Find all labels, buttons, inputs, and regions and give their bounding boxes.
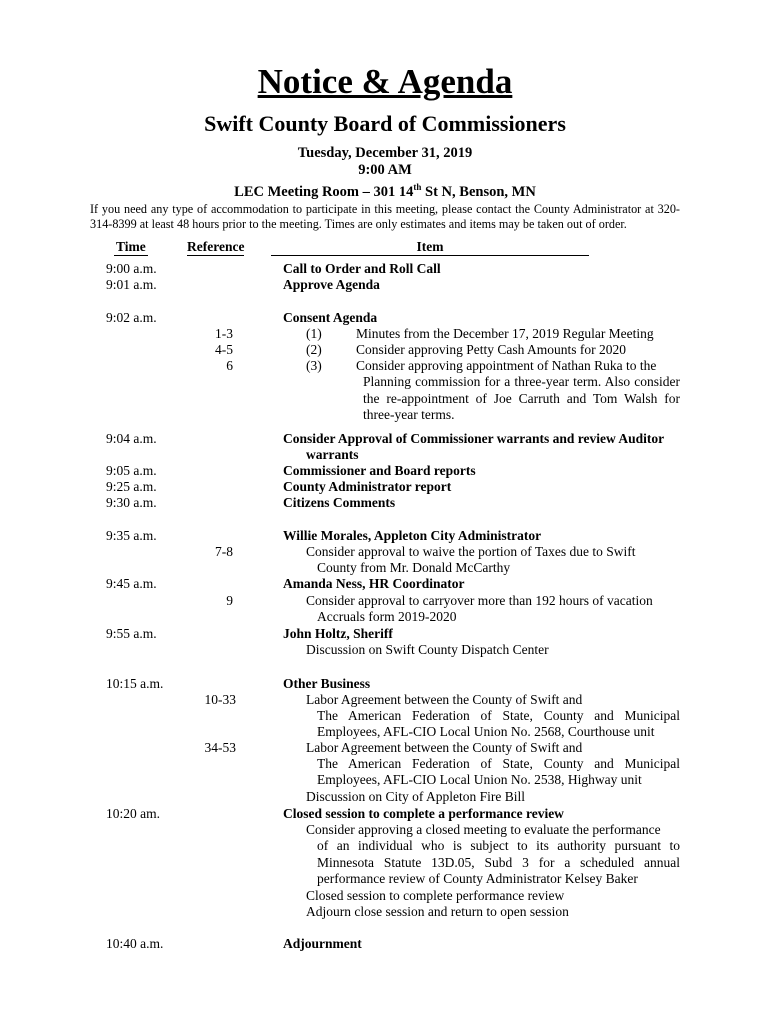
agenda-item-title: Willie Morales, Appleton City Administrator [283, 528, 542, 543]
reference-pages: 10-33 [204, 692, 236, 707]
consent-item-text: Consider approving Petty Cash Amounts for 2020 [356, 342, 626, 357]
reference-pages: 6 [226, 358, 233, 373]
agenda-item-title: Citizens Comments [283, 495, 396, 510]
consent-item-text-continued: Planning commission for a three-year term. Also consider the re-appointment of Joe Carruth and Tom Walsh for three-year terms. [363, 374, 680, 423]
agenda-time: 9:05 a.m. [106, 463, 157, 478]
consent-item-text: Consider approving appointment of Nathan Ruka to the [356, 358, 657, 373]
agenda-time: 9:01 a.m. [106, 277, 157, 292]
agenda-item-title: Amanda Ness, HR Coordinator [283, 576, 465, 591]
agenda-item-title: Consent Agenda [283, 310, 378, 325]
agenda-item-detail: Consider approving a closed meeting to evaluate the performance [306, 822, 661, 837]
accommodation-notice: If you need any type of accommodation to participate in this meeting, please contact the County Administrator at 320-314-8399 at least 48 hours prior to the meeting. Times are only estimates and items may be taken out of order. [90, 202, 680, 231]
agenda-item-detail: Consider approval to carryover more than 192 hours of vacation [306, 593, 653, 608]
agenda-time: 9:45 a.m. [106, 576, 157, 591]
agenda-time: 9:02 a.m. [106, 310, 157, 325]
reference-pages: 4-5 [215, 342, 233, 357]
agenda-time: 10:20 am. [106, 806, 160, 821]
agenda-item-detail: Discussion on Swift County Dispatch Center [306, 642, 549, 657]
consent-item-number: (3) [306, 358, 322, 373]
agenda-item-detail: Accruals form 2019-2020 [317, 609, 457, 624]
agenda-item-detail: Employees, AFL-CIO Local Union No. 2538, Highway unit [317, 772, 642, 787]
agenda-time: 9:35 a.m. [106, 528, 157, 543]
board-name: Swift County Board of Commissioners [204, 111, 566, 136]
agenda-time: 9:25 a.m. [106, 479, 157, 494]
column-header-time: Time [116, 239, 146, 254]
meeting-location: LEC Meeting Room – 301 14th St N, Benson, MN [234, 182, 536, 200]
agenda-item-detail: of an individual who is subject to its authority pursuant to Minnesota Statute 13D.05, Subd 3 for a scheduled annual performance review of County Administrator Kelsey Baker [317, 838, 680, 887]
agenda-item-title: Commissioner and Board reports [283, 463, 476, 478]
agenda-item-detail: Labor Agreement between the County of Swift and [306, 692, 583, 707]
agenda-item-detail: The American Federation of State, County and Municipal [317, 756, 680, 771]
agenda-item-detail: The American Federation of State, County and Municipal [317, 708, 680, 723]
agenda-item-detail: Consider approval to waive the portion of Taxes due to Swift [306, 544, 636, 559]
agenda-item-detail: Employees, AFL-CIO Local Union No. 2568, Courthouse unit [317, 724, 655, 739]
agenda-time: 9:55 a.m. [106, 626, 157, 641]
meeting-time: 9:00 AM [358, 162, 412, 178]
column-header-reference: Reference [187, 239, 245, 254]
agenda-item-detail: Discussion on City of Appleton Fire Bill [306, 789, 526, 804]
meeting-date: Tuesday, December 31, 2019 [297, 145, 473, 161]
agenda-item-title: Call to Order and Roll Call [283, 261, 441, 276]
agenda-item-title: Consider Approval of Commissioner warrants and review Auditor [283, 431, 665, 446]
consent-item-number: (1) [306, 326, 322, 341]
agenda-time: 9:00 a.m. [106, 261, 157, 276]
agenda-item-detail: Closed session to complete performance review [306, 888, 565, 903]
agenda-time: 10:40 a.m. [106, 936, 164, 951]
consent-item-number: (2) [306, 342, 322, 357]
agenda-item-title: John Holtz, Sheriff [283, 626, 393, 641]
agenda-time: 9:30 a.m. [106, 495, 157, 510]
reference-pages: 7-8 [215, 544, 233, 559]
reference-pages: 34-53 [204, 740, 236, 755]
agenda-item-title: Closed session to complete a performance review [283, 806, 564, 821]
reference-pages: 1-3 [215, 326, 233, 341]
column-header-item: Item [271, 238, 589, 256]
agenda-time: 9:04 a.m. [106, 431, 157, 446]
agenda-item-title: County Administrator report [283, 479, 452, 494]
agenda-item-title-continued: warrants [306, 447, 359, 462]
agenda-time: 10:15 a.m. [106, 676, 164, 691]
agenda-item-title: Approve Agenda [283, 277, 380, 292]
agenda-item-detail: Adjourn close session and return to open session [306, 904, 569, 919]
agenda-item-detail: Labor Agreement between the County of Swift and [306, 740, 583, 755]
agenda-item-detail: County from Mr. Donald McCarthy [317, 560, 511, 575]
consent-item-text: Minutes from the December 17, 2019 Regular Meeting [356, 326, 654, 341]
reference-pages: 9 [226, 593, 233, 608]
page-title: Notice & Agenda [257, 62, 513, 101]
agenda-item-title: Other Business [283, 676, 371, 691]
agenda-item-title: Adjournment [283, 936, 362, 951]
